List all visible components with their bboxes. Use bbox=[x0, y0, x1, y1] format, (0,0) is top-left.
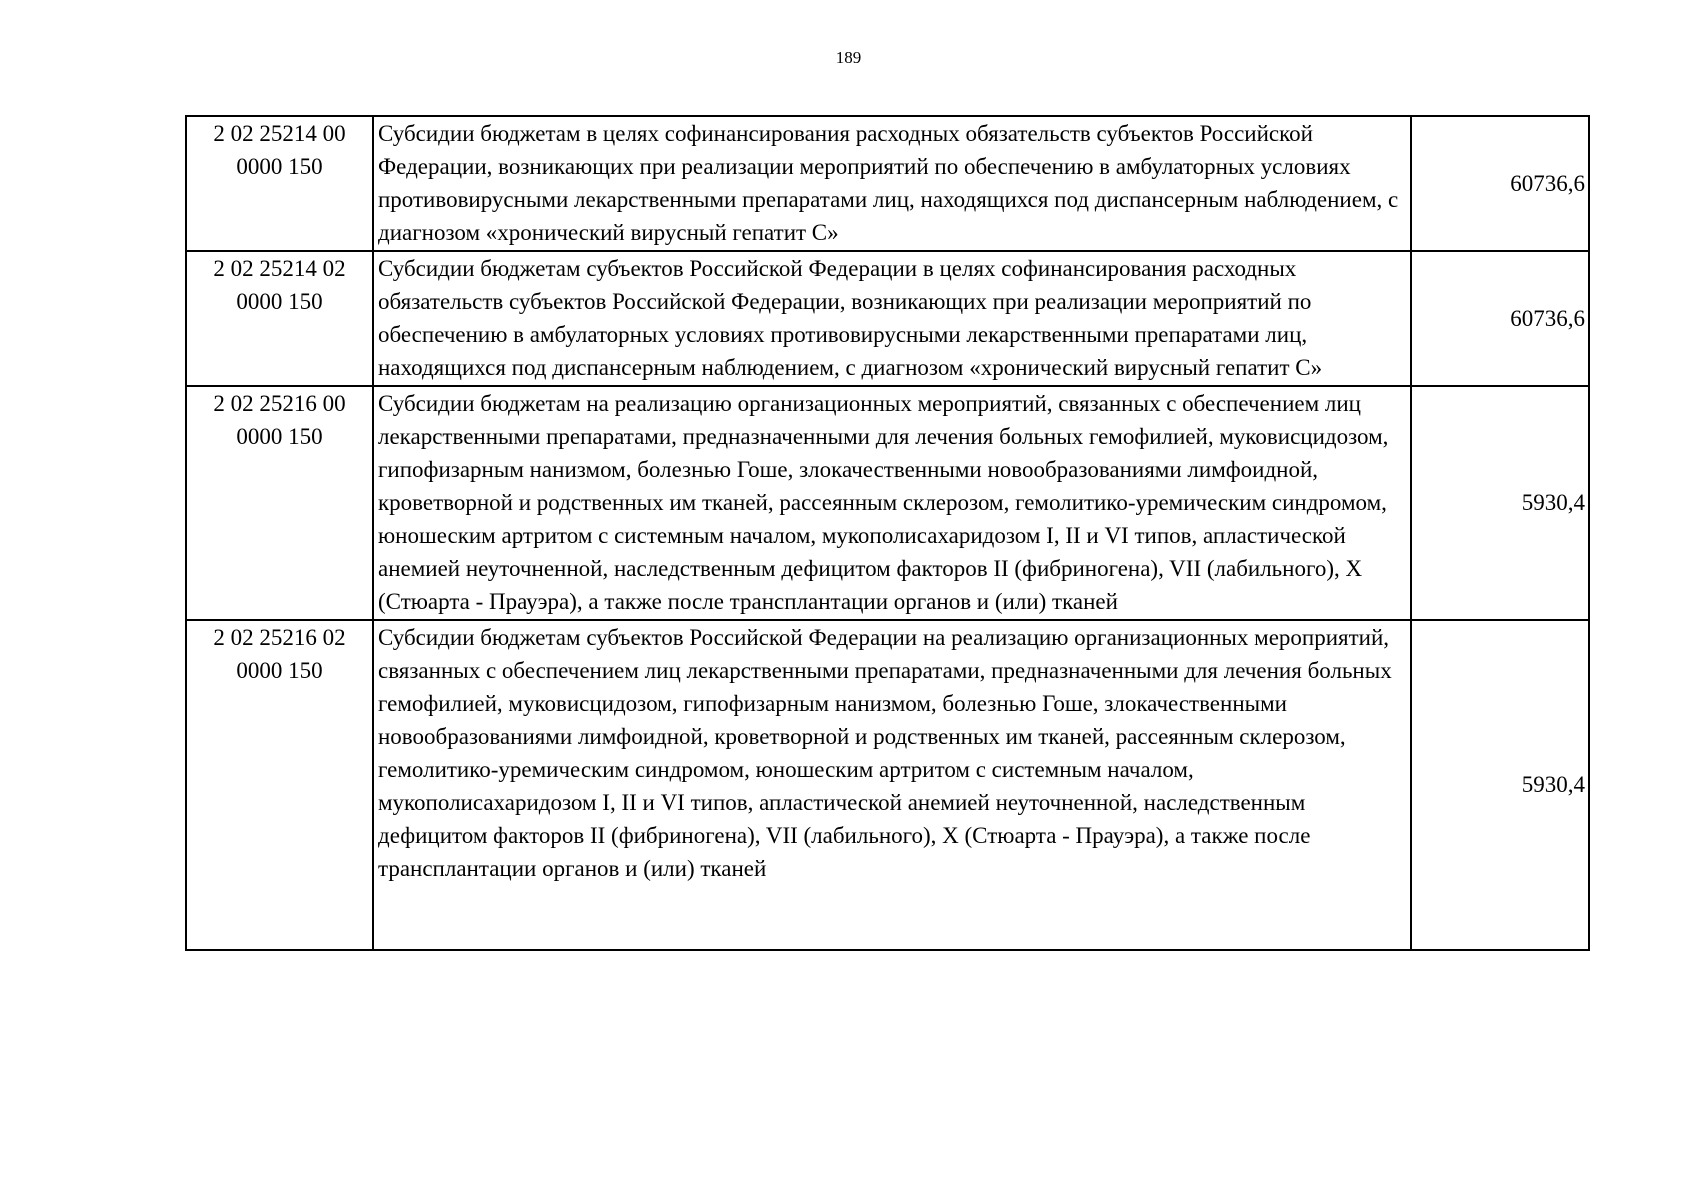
budget-revenue-table bbox=[185, 115, 1590, 951]
budget-code-cell bbox=[186, 251, 373, 386]
amount-cell: 5930,4 bbox=[1411, 386, 1589, 620]
budget-code-part2: 0000 150 bbox=[236, 424, 323, 449]
amount-cell: 5930,4 bbox=[1411, 620, 1589, 950]
description-cell: Субсидии бюджетам в целях софинансирования расходных обязательств субъектов Российской Федерации, возникающих при реализации мероприятий по обеспечению в амбулаторных условиях противовирусными лекарственными препаратами лиц, находящихся под диспансерным наблюдением, с диагнозом «хронический вирусный гепатит С» bbox=[373, 116, 1411, 251]
table-row bbox=[186, 620, 1589, 950]
budget-code-part1: 2 02 25216 02 bbox=[213, 625, 346, 650]
description-cell: Субсидии бюджетам субъектов Российской Федерации в целях софинансирования расходных обязательств субъектов Российской Федерации, возникающих при реализации мероприятий по обеспечению в амбулаторных условиях противовирусными лекарственными препаратами лиц, находящихся под диспансерным наблюдением, с диагнозом «хронический вирусный гепатит С» bbox=[373, 251, 1411, 386]
budget-code-cell bbox=[186, 620, 373, 950]
budget-code-part1: 2 02 25216 00 bbox=[213, 391, 346, 416]
table-row bbox=[186, 386, 1589, 620]
amount-cell: 60736,6 bbox=[1411, 251, 1589, 386]
budget-code-part1: 2 02 25214 02 bbox=[213, 256, 346, 281]
page-number: 189 bbox=[835, 48, 862, 67]
budget-code-part2: 0000 150 bbox=[236, 289, 323, 314]
description-cell: Субсидии бюджетам субъектов Российской Федерации на реализацию организационных мероприятий, связанных с обеспечением лиц лекарственными препаратами, предназначенными для лечения больных гемофилией, муковисцидозом, гипофизарным нанизмом, болезнью Гоше, злокачественными новообразованиями лимфоидной, кроветворной и родственных им тканей, рассеянным склерозом, гемолитико-уремическим синдромом, юношеским артритом с системным началом, мукополисахаридозом I, II и VI типов, апластической анемией неуточненной, наследственным дефицитом факторов II (фибриногена), VII (лабильного), X (Стюарта - Прауэра), а также после трансплантации органов и (или) тканей bbox=[373, 620, 1411, 950]
budget-code-cell bbox=[186, 386, 373, 620]
budget-code-cell bbox=[186, 116, 373, 251]
budget-code-part2: 0000 150 bbox=[236, 154, 323, 179]
table-row bbox=[186, 251, 1589, 386]
budget-code-part1: 2 02 25214 00 bbox=[213, 121, 346, 146]
budget-code-part2: 0000 150 bbox=[236, 658, 323, 683]
description-cell: Субсидии бюджетам на реализацию организационных мероприятий, связанных с обеспечением лиц лекарственными препаратами, предназначенными для лечения больных гемофилией, муковисцидозом, гипофизарным нанизмом, болезнью Гоше, злокачественными новообразованиями лимфоидной, кроветворной и родственных им тканей, рассеянным склерозом, гемолитико-уремическим синдромом, юношеским артритом с системным началом, мукополисахаридозом I, II и VI типов, апластической анемией неуточненной, наследственным дефицитом факторов II (фибриногена), VII (лабильного), X (Стюарта - Прауэра), а также после трансплантации органов и (или) тканей bbox=[373, 386, 1411, 620]
amount-cell: 60736,6 bbox=[1411, 116, 1589, 251]
table-row bbox=[186, 116, 1589, 251]
